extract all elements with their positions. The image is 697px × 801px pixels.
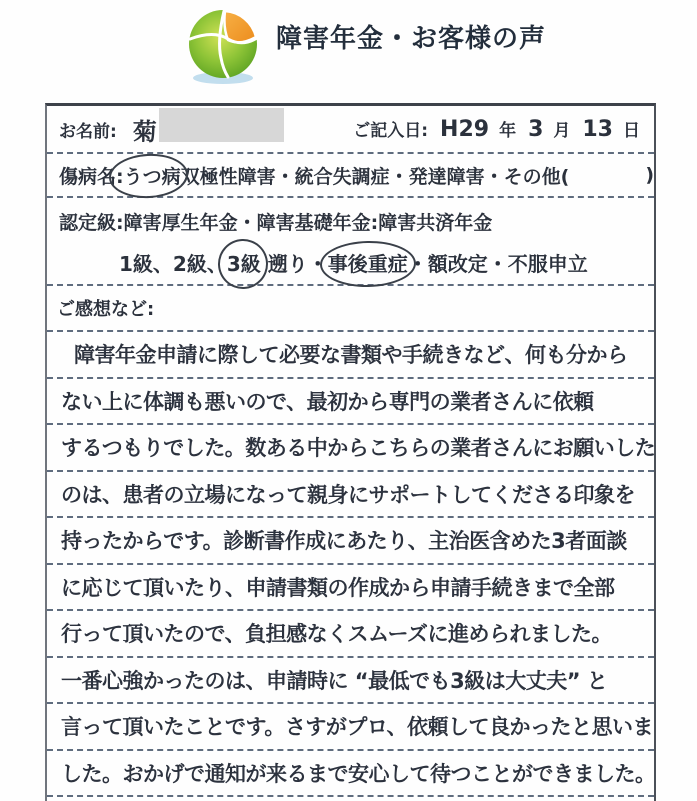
comment-line: 言って頂いたことです。さすがプロ、依頼して良かったと思いま bbox=[47, 704, 654, 751]
comment-line: 行って頂いたので、負担感なくスムーズに進められました。 bbox=[47, 611, 654, 658]
feedback-form bbox=[45, 103, 656, 801]
date-year-unit: 年 bbox=[499, 121, 517, 141]
comment-line: 持ったからです。診断書作成にあたり、主治医含めた3者面談 bbox=[47, 518, 654, 565]
grade-options-mid: 遡り・ bbox=[260, 252, 328, 276]
grade-selected-circled: 3級 bbox=[227, 248, 261, 277]
claim-type-selected-circled: 事後重症 bbox=[328, 248, 408, 277]
date-group bbox=[353, 116, 646, 142]
grade-options-line bbox=[59, 248, 654, 277]
document-header bbox=[0, 0, 697, 95]
comment-line: ない上に体調も悪いので、最初から専門の業者さんに依頼 bbox=[47, 379, 654, 426]
date-month-value: 3 bbox=[528, 117, 544, 142]
comment-line: 一番心強かったのは、申請時に “最低でも3級は大丈夫” と bbox=[47, 658, 654, 705]
comment-line: に応じて頂いたり、申請書類の作成から申請手続きまで全部 bbox=[47, 565, 654, 612]
comment-line: 障害年金申請に際して必要な書類や手続きなど、何も分から bbox=[47, 332, 654, 379]
disease-close-paren: ) bbox=[645, 164, 654, 186]
date-day-unit: 日 bbox=[623, 121, 640, 141]
grade-row bbox=[47, 198, 654, 286]
disease-options: 双極性障害・統合失調症・発達障害・その他( bbox=[180, 165, 570, 188]
grade-options-post: ・額改定・不服申立 bbox=[407, 252, 588, 276]
name-date-row bbox=[47, 106, 654, 154]
page-title: 障害年金・お客様の声 bbox=[276, 24, 547, 54]
disease-row bbox=[47, 154, 654, 198]
date-day-value: 13 bbox=[582, 117, 613, 142]
comments-label: ご感想など: bbox=[57, 299, 155, 320]
grade-options-pre: 1級、2級、 bbox=[119, 252, 227, 276]
grade-pension-types: 認定級:障害厚生年金・障害基礎年金:障害共済年金 bbox=[59, 212, 493, 234]
comments-label-row bbox=[47, 286, 654, 332]
name-value: 菊 bbox=[132, 117, 157, 146]
name-label: お名前: bbox=[59, 121, 117, 142]
date-label: ご記入日: bbox=[353, 121, 429, 141]
comments-area bbox=[47, 332, 654, 797]
comment-line: した。おかげで通知が来るまで安心して待つことができました。 bbox=[47, 751, 654, 798]
date-month-unit: 月 bbox=[553, 121, 571, 141]
comment-line: のは、患者の立場になって親身にサポートしてくださる印象を bbox=[47, 472, 654, 519]
company-logo-icon bbox=[184, 6, 264, 86]
comment-line: するつもりでした。数ある中からこちらの業者さんにお願いした bbox=[47, 425, 654, 472]
name-redaction-box bbox=[159, 108, 284, 142]
disease-selected-circled: うつ病 bbox=[124, 162, 181, 189]
disease-label: 傷病名: bbox=[59, 165, 124, 188]
date-era-year-value: H29 bbox=[440, 117, 490, 142]
